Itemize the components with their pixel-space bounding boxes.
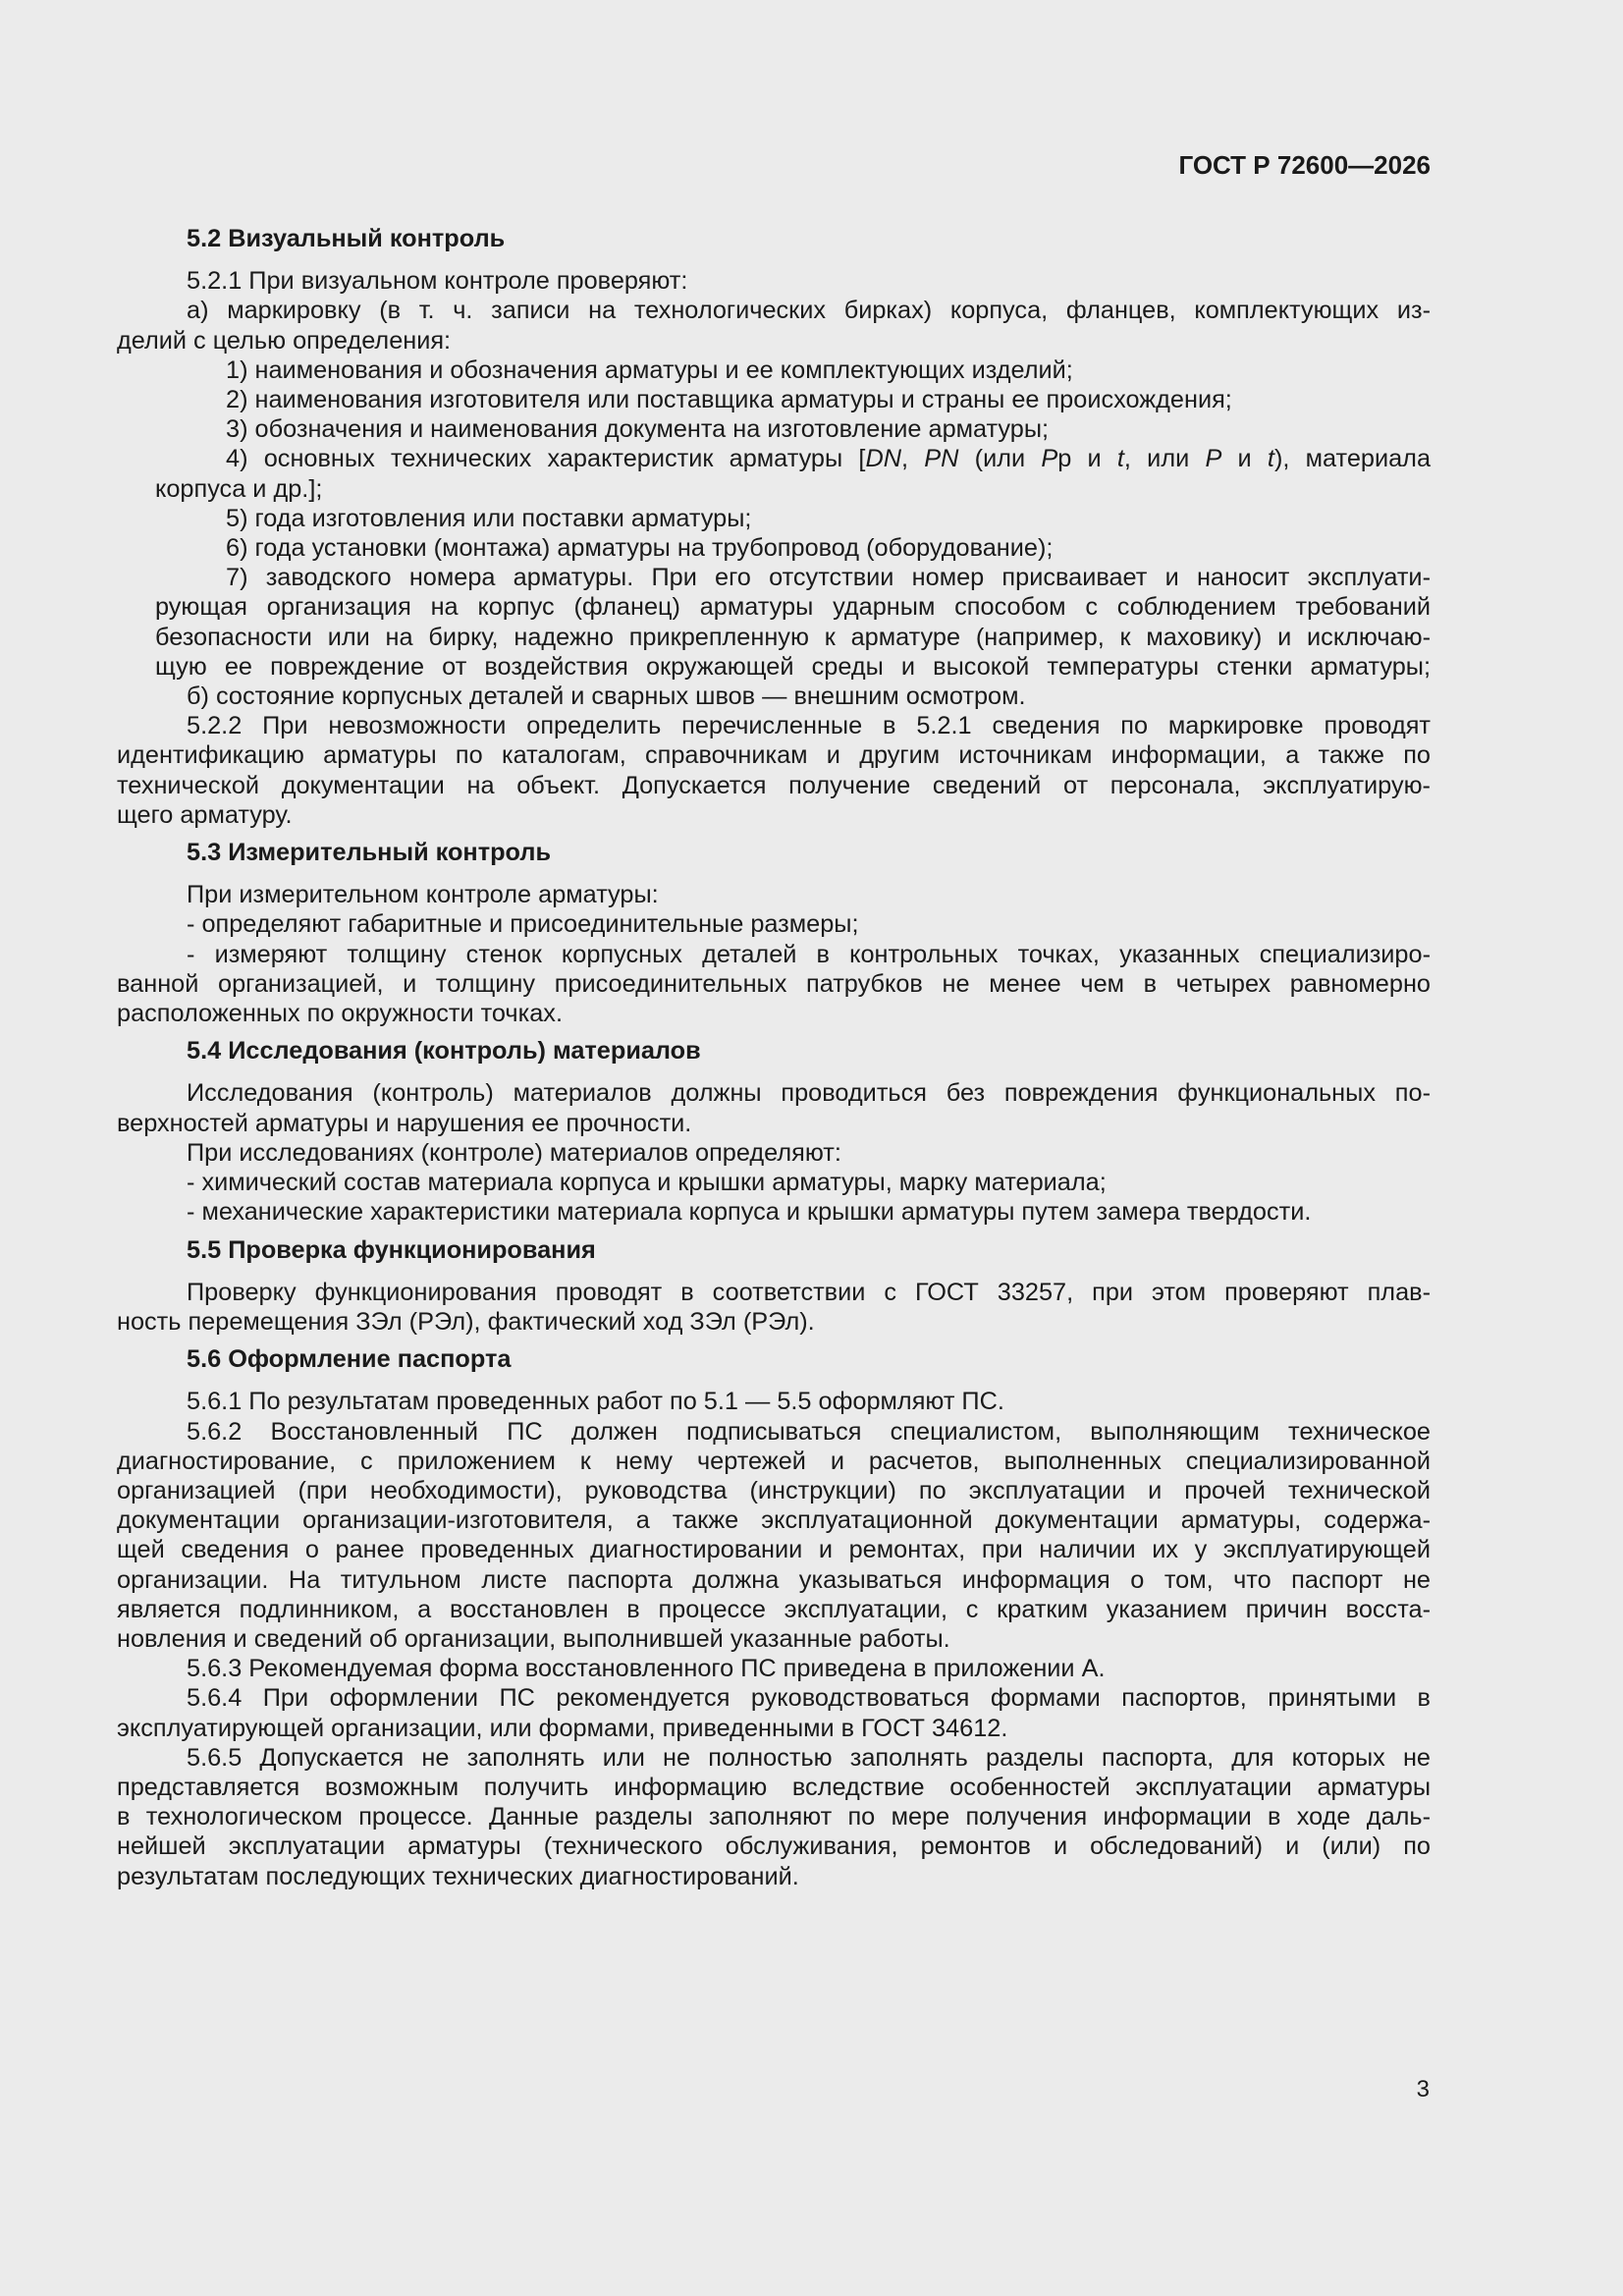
paragraph-line: эксплуатирующей организации, или формами, приведенными в ГОСТ 34612. bbox=[117, 1714, 1008, 1742]
paragraph-line: организации. На титульном листе паспорта должна указываться информация о том, что паспорт не bbox=[117, 1565, 1431, 1594]
list-item: - определяют габаритные и присоединительные размеры; bbox=[187, 910, 859, 939]
list-item: 3) обозначения и наименования документа на изготовление арматуры; bbox=[226, 415, 1050, 444]
paragraph-line: 5.2.1 При визуальном контроле проверяют: bbox=[187, 267, 688, 296]
paragraph-line: ванной организацией, и толщину присоединительных патрубков не менее чем в четырех равномерно bbox=[117, 969, 1431, 998]
paragraph-line: Исследования (контроль) материалов должны проводиться без повреждения функциональных по- bbox=[187, 1079, 1431, 1108]
paragraph-line: результатам последующих технических диагностирований. bbox=[117, 1862, 799, 1890]
paragraph-line: верхностей арматуры и нарушения ее прочности. bbox=[117, 1109, 692, 1137]
paragraph-line: в технологическом процессе. Данные разделы заполняют по мере получения информации в ходе даль- bbox=[117, 1803, 1431, 1831]
paragraph-line: 5.6.1 По результатам проведенных работ по 5.1 — 5.5 оформляют ПС. bbox=[187, 1388, 1004, 1416]
paragraph-line: ность перемещения ЗЭл (РЭл), фактический ход ЗЭл (РЭл). bbox=[117, 1307, 815, 1336]
paragraph-line: 5.6.4 При оформлении ПС рекомендуется руководствоваться формами паспортов, принятыми в bbox=[187, 1684, 1431, 1713]
paragraph-line: нейшей эксплуатации арматуры (технического обслуживания, ремонтов и обследований) и (или) по bbox=[117, 1832, 1431, 1861]
paragraph-line: организацией (при необходимости), руководства (инструкции) по эксплуатации и прочей технической bbox=[117, 1476, 1431, 1504]
list-item: - измеряют толщину стенок корпусных деталей в контрольных точках, указанных специализиро- bbox=[187, 940, 1431, 968]
list-item: 2) наименования изготовителя или поставщика арматуры и страны ее происхождения; bbox=[226, 386, 1232, 414]
list-item-continuation: рующая организация на корпус (фланец) арматуры ударным способом с соблюдением требований bbox=[155, 593, 1431, 622]
paragraph-line: щей сведения о ранее проведенных диагностировании и ремонтах, при наличии их у эксплуатирующей bbox=[117, 1536, 1431, 1564]
list-item: - механические характеристики материала корпуса и крышки арматуры путем замера твердости. bbox=[187, 1198, 1312, 1227]
paragraph-line: делий с целью определения: bbox=[117, 326, 452, 355]
standard-designation: ГОСТ Р 72600—2026 bbox=[1178, 150, 1431, 180]
section-heading-5-6: 5.6 Оформление паспорта bbox=[187, 1345, 512, 1374]
paragraph-line: б) состояние корпусных деталей и сварных швов — внешним осмотром. bbox=[187, 683, 1026, 711]
list-item-continuation: безопасности или на бирку, надежно прикрепленную к арматуре (например, к маховику) и исключаю- bbox=[155, 623, 1431, 651]
list-item-continuation: щую ее повреждение от воздействия окружающей среды и высокой температуры стенки арматуры; bbox=[155, 652, 1431, 681]
list-item: 1) наименования и обозначения арматуры и ее комплектующих изделий; bbox=[226, 355, 1073, 384]
paragraph-line: щего арматуру. bbox=[117, 800, 293, 829]
paragraph-line: является подлинником, а восстановлен в процессе эксплуатации, с кратким указанием причин восста- bbox=[117, 1595, 1431, 1623]
section-heading-5-4: 5.4 Исследования (контроль) материалов bbox=[187, 1037, 701, 1066]
paragraph-line: 5.6.3 Рекомендуемая форма восстановленного ПС приведена в приложении А. bbox=[187, 1655, 1106, 1683]
document-body bbox=[117, 224, 1431, 1891]
paragraph-line: документации организации-изготовителя, а также эксплуатационной документации арматуры, содержа- bbox=[117, 1506, 1431, 1535]
list-item-continuation: корпуса и др.]; bbox=[155, 474, 323, 503]
paragraph-line: новления и сведений об организации, выполнившей указанные работы. bbox=[117, 1624, 950, 1653]
paragraph-line: технической документации на объект. Допускается получение сведений от персонала, эксплуатирую- bbox=[117, 771, 1431, 799]
section-heading-5-3: 5.3 Измерительный контроль bbox=[187, 839, 551, 867]
paragraph-line: Проверку функционирования проводят в соответствии с ГОСТ 33257, при этом проверяют плав- bbox=[187, 1278, 1431, 1306]
paragraph-line: представляется возможным получить информацию вследствие особенностей эксплуатации арматуры bbox=[117, 1773, 1431, 1801]
page-number: 3 bbox=[1416, 2076, 1430, 2103]
list-item: 6) года установки (монтажа) арматуры на трубопровод (оборудование); bbox=[226, 534, 1054, 563]
paragraph-line: При измерительном контроле арматуры: bbox=[187, 881, 659, 909]
paragraph-line: диагностирование, с приложением к нему чертежей и расчетов, выполненных специализированной bbox=[117, 1447, 1431, 1475]
paragraph-line: При исследованиях (контроле) материалов определяют: bbox=[187, 1138, 841, 1167]
list-item: 4) основных технических характеристик арматуры [DN, PN (или Pр и t, или P и t), материала bbox=[226, 445, 1432, 473]
paragraph-line: идентификацию арматуры по каталогам, справочникам и другим источникам информации, а также по bbox=[117, 741, 1431, 770]
list-item: 7) заводского номера арматуры. При его отсутствии номер присваивает и наносит эксплуати- bbox=[226, 564, 1431, 592]
list-item: - химический состав материала корпуса и крышки арматуры, марку материала; bbox=[187, 1169, 1107, 1197]
paragraph-line: а) маркировку (в т. ч. записи на технологических бирках) корпуса, фланцев, комплектующих из- bbox=[187, 297, 1431, 325]
paragraph-line: расположенных по окружности точках. bbox=[117, 1000, 563, 1028]
paragraph-line: 5.2.2 При невозможности определить перечисленные в 5.2.1 сведения по маркировке проводят bbox=[187, 712, 1431, 740]
paragraph-line: 5.6.2 Восстановленный ПС должен подписываться специалистом, выполняющим техническое bbox=[187, 1417, 1431, 1446]
list-item: 5) года изготовления или поставки арматуры; bbox=[226, 504, 752, 532]
paragraph-line: 5.6.5 Допускается не заполнять или не полностью заполнять разделы паспорта, для которых не bbox=[187, 1743, 1431, 1772]
section-heading-5-2: 5.2 Визуальный контроль bbox=[187, 225, 506, 252]
section-heading-5-5: 5.5 Проверка функционирования bbox=[187, 1235, 596, 1264]
